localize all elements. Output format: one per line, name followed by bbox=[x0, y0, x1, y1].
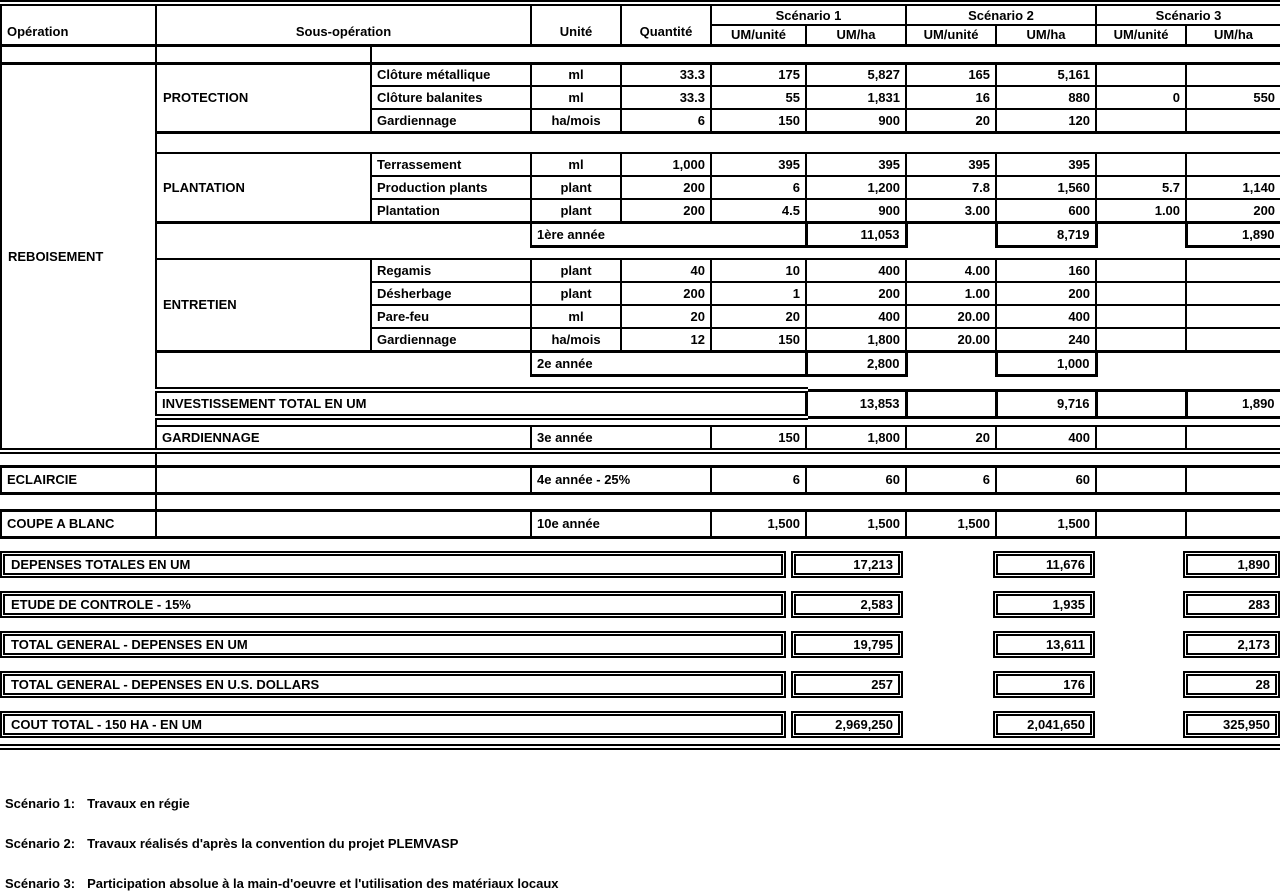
summary-section bbox=[0, 551, 1280, 750]
empty-cell bbox=[1186, 63, 1280, 86]
header-row-1 bbox=[1, 3, 1280, 25]
note-label: Scénario 3: bbox=[5, 875, 76, 891]
gap-row bbox=[1, 493, 1280, 510]
cell-item: Gardiennage bbox=[371, 328, 531, 351]
cell-s1-um-ha: 200 bbox=[806, 282, 906, 305]
cell-s1-um-ha: 1,500 bbox=[806, 510, 906, 537]
cell-item: Clôture métallique bbox=[371, 63, 531, 86]
cell-unite: ml bbox=[531, 153, 621, 176]
operation-reboisement: REBOISEMENT bbox=[1, 63, 156, 451]
note-scenario-3 bbox=[5, 876, 1280, 891]
subtotal-s2-um-ha: 8,719 bbox=[996, 222, 1096, 246]
cell-s1-um-unite: 150 bbox=[711, 426, 806, 451]
summary-value-s2: 1,935 bbox=[993, 591, 1095, 618]
summary-value-s2: 176 bbox=[993, 671, 1095, 698]
cell-s2-um-ha: 120 bbox=[996, 109, 1096, 132]
gardiennage-periode: 3e année bbox=[531, 426, 711, 451]
cell-s1-um-unite: 55 bbox=[711, 86, 806, 109]
summary-label: COUT TOTAL - 150 HA - EN UM bbox=[0, 711, 786, 738]
cell-item: Gardiennage bbox=[371, 109, 531, 132]
cell-s1-um-ha: 60 bbox=[806, 466, 906, 493]
cell-quantite: 200 bbox=[621, 199, 711, 222]
cell-s2-um-unite: 16 bbox=[906, 86, 996, 109]
cell-s1-um-unite: 6 bbox=[711, 176, 806, 199]
gap-row bbox=[1, 451, 1280, 466]
summary-value-s1: 2,583 bbox=[791, 591, 903, 618]
cell-s2-um-ha: 60 bbox=[996, 466, 1096, 493]
empty-cell bbox=[156, 466, 531, 493]
empty-cell bbox=[1186, 282, 1280, 305]
cell-quantite: 200 bbox=[621, 282, 711, 305]
col-header-quantite: Quantité bbox=[621, 3, 711, 45]
cell-quantite: 200 bbox=[621, 176, 711, 199]
col-header-unite: Unité bbox=[531, 3, 621, 45]
group-plantation: PLANTATION bbox=[156, 153, 371, 222]
row-terrassement bbox=[1, 153, 1280, 176]
cell-s2-um-unite: 7.8 bbox=[906, 176, 996, 199]
section-spacer bbox=[1, 417, 1280, 426]
summary-row-cout-total bbox=[0, 711, 1280, 738]
col-header-s2-um-unite: UM/unité bbox=[906, 25, 996, 45]
row-coupe-a-blanc bbox=[1, 510, 1280, 537]
note-text: Travaux réalisés d'après la convention du projet PLEMVASP bbox=[87, 835, 459, 851]
empty-cell bbox=[1096, 305, 1186, 328]
empty-cell bbox=[1186, 466, 1280, 493]
row-subtotal-2e-annee bbox=[1, 351, 1280, 375]
cell-quantite: 40 bbox=[621, 259, 711, 282]
note-scenario-2 bbox=[5, 836, 1280, 851]
cell-s2-um-unite: 1.00 bbox=[906, 282, 996, 305]
cell-s2-um-ha: 1,560 bbox=[996, 176, 1096, 199]
empty-cell bbox=[1096, 510, 1186, 537]
cell-s1-um-ha: 900 bbox=[806, 199, 906, 222]
cell-s1-um-unite: 20 bbox=[711, 305, 806, 328]
summary-label: ETUDE DE CONTROLE - 15% bbox=[0, 591, 786, 618]
empty-cell bbox=[1186, 259, 1280, 282]
col-header-s1-um-ha: UM/ha bbox=[806, 25, 906, 45]
cell-s1-um-unite: 395 bbox=[711, 153, 806, 176]
cell-quantite: 33.3 bbox=[621, 86, 711, 109]
row-regamis bbox=[1, 259, 1280, 282]
empty-cell bbox=[1096, 63, 1186, 86]
cell-s1-um-unite: 4.5 bbox=[711, 199, 806, 222]
group-entretien: ENTRETIEN bbox=[156, 259, 371, 351]
cell-unite: ml bbox=[531, 86, 621, 109]
cell-item: Plantation bbox=[371, 199, 531, 222]
investissement-s1-um-ha: 13,853 bbox=[806, 390, 906, 417]
cell-s1-um-unite: 150 bbox=[711, 328, 806, 351]
cell-unite: ml bbox=[531, 63, 621, 86]
row-subtotal-1ere-annee bbox=[1, 222, 1280, 246]
gardiennage-label: GARDIENNAGE bbox=[156, 426, 531, 451]
cell-s2-um-unite: 165 bbox=[906, 63, 996, 86]
summary-value-s3: 325,950 bbox=[1183, 711, 1280, 738]
cell-s1-um-ha: 900 bbox=[806, 109, 906, 132]
subtotal-s1-um-ha: 11,053 bbox=[806, 222, 906, 246]
cell-item: Clôture balanites bbox=[371, 86, 531, 109]
cell-s2-um-unite: 20 bbox=[906, 109, 996, 132]
coupe-periode: 10e année bbox=[531, 510, 711, 537]
col-header-s2-um-ha: UM/ha bbox=[996, 25, 1096, 45]
col-header-sous-operation: Sous-opération bbox=[156, 3, 531, 45]
summary-value-s1: 257 bbox=[791, 671, 903, 698]
summary-value-s1: 2,969,250 bbox=[791, 711, 903, 738]
cell-s1-um-ha: 395 bbox=[806, 153, 906, 176]
eclaircie-periode: 4e année - 25% bbox=[531, 466, 711, 493]
cell-s2-um-unite: 6 bbox=[906, 466, 996, 493]
subtotal-label: 1ère année bbox=[531, 222, 806, 246]
operation-coupe-a-blanc: COUPE A BLANC bbox=[1, 510, 156, 537]
note-text: Travaux en régie bbox=[87, 795, 190, 811]
empty-cell bbox=[1096, 259, 1186, 282]
cell-s3-um-ha: 550 bbox=[1186, 86, 1280, 109]
footnotes bbox=[0, 796, 1280, 891]
cell-item: Terrassement bbox=[371, 153, 531, 176]
cell-s2-um-unite: 20.00 bbox=[906, 328, 996, 351]
empty-cell bbox=[1096, 426, 1186, 451]
section-spacer bbox=[1, 246, 1280, 259]
summary-value-s2: 2,041,650 bbox=[993, 711, 1095, 738]
empty-cell bbox=[1186, 109, 1280, 132]
cell-s2-um-ha: 1,500 bbox=[996, 510, 1096, 537]
cell-quantite: 33.3 bbox=[621, 63, 711, 86]
operation-eclaircie: ECLAIRCIE bbox=[1, 466, 156, 493]
cell-s1-um-ha: 1,831 bbox=[806, 86, 906, 109]
note-label: Scénario 1: bbox=[5, 795, 76, 811]
empty-cell bbox=[1186, 510, 1280, 537]
empty-cell bbox=[1096, 328, 1186, 351]
cell-s3-um-unite: 0 bbox=[1096, 86, 1186, 109]
bottom-rule bbox=[0, 744, 1280, 750]
empty-cell bbox=[1096, 390, 1186, 417]
cell-s2-um-unite: 20.00 bbox=[906, 305, 996, 328]
empty-cell bbox=[1186, 426, 1280, 451]
summary-value-s1: 19,795 bbox=[791, 631, 903, 658]
cell-s1-um-ha: 400 bbox=[806, 259, 906, 282]
col-header-s3-um-unite: UM/unité bbox=[1096, 25, 1186, 45]
cell-quantite: 6 bbox=[621, 109, 711, 132]
cell-item: Production plants bbox=[371, 176, 531, 199]
summary-label: TOTAL GENERAL - DEPENSES EN U.S. DOLLARS bbox=[0, 671, 786, 698]
cell-s2-um-ha: 5,161 bbox=[996, 63, 1096, 86]
cell-s2-um-ha: 600 bbox=[996, 199, 1096, 222]
cell-s2-um-unite: 395 bbox=[906, 153, 996, 176]
cell-s2-um-ha: 240 bbox=[996, 328, 1096, 351]
cell-quantite: 1,000 bbox=[621, 153, 711, 176]
cell-s1-um-unite: 6 bbox=[711, 466, 806, 493]
investissement-s3-um-ha: 1,890 bbox=[1186, 390, 1280, 417]
cell-s1-um-ha: 1,200 bbox=[806, 176, 906, 199]
summary-row-total-general-usd bbox=[0, 671, 1280, 698]
cell-s2-um-ha: 880 bbox=[996, 86, 1096, 109]
note-text: Participation absolue à la main-d'oeuvre et l'utilisation des matériaux locaux bbox=[87, 875, 559, 891]
summary-row-etude-controle bbox=[0, 591, 1280, 618]
subtotal-s1-um-ha: 2,800 bbox=[806, 351, 906, 375]
summary-label: TOTAL GENERAL - DEPENSES EN UM bbox=[0, 631, 786, 658]
cell-s1-um-ha: 400 bbox=[806, 305, 906, 328]
empty-cell bbox=[1096, 282, 1186, 305]
empty-cell bbox=[1096, 153, 1186, 176]
cell-unite: ha/mois bbox=[531, 109, 621, 132]
subtotal-s2-um-ha: 1,000 bbox=[996, 351, 1096, 375]
summary-value-s2: 11,676 bbox=[993, 551, 1095, 578]
cell-item: Pare-feu bbox=[371, 305, 531, 328]
subtotal-s3-um-ha: 1,890 bbox=[1186, 222, 1280, 246]
group-protection: PROTECTION bbox=[156, 63, 371, 132]
empty-cell bbox=[906, 390, 996, 417]
header-spacer-row bbox=[1, 45, 1280, 63]
cell-s2-um-ha: 400 bbox=[996, 426, 1096, 451]
cell-unite: plant bbox=[531, 199, 621, 222]
cell-s2-um-ha: 395 bbox=[996, 153, 1096, 176]
empty-cell bbox=[156, 510, 531, 537]
summary-label: DEPENSES TOTALES EN UM bbox=[0, 551, 786, 578]
note-label: Scénario 2: bbox=[5, 835, 76, 851]
col-header-scenario-3: Scénario 3 bbox=[1096, 3, 1280, 25]
cell-item: Désherbage bbox=[371, 282, 531, 305]
cell-s2-um-ha: 200 bbox=[996, 282, 1096, 305]
section-spacer bbox=[1, 132, 1280, 153]
cell-s2-um-ha: 400 bbox=[996, 305, 1096, 328]
row-gardiennage-3e-annee bbox=[1, 426, 1280, 451]
cell-unite: ml bbox=[531, 305, 621, 328]
row-eclaircie bbox=[1, 466, 1280, 493]
empty-cell bbox=[1096, 109, 1186, 132]
cell-item: Regamis bbox=[371, 259, 531, 282]
row-cloture-metallique bbox=[1, 63, 1280, 86]
cell-s3-um-unite: 5.7 bbox=[1096, 176, 1186, 199]
col-header-operation: Opération bbox=[1, 3, 156, 45]
cell-unite: plant bbox=[531, 259, 621, 282]
cell-unite: ha/mois bbox=[531, 328, 621, 351]
summary-value-s2: 13,611 bbox=[993, 631, 1095, 658]
cell-s2-um-ha: 160 bbox=[996, 259, 1096, 282]
summary-row-total-general-um bbox=[0, 631, 1280, 658]
col-header-scenario-1: Scénario 1 bbox=[711, 3, 906, 25]
investissement-s2-um-ha: 9,716 bbox=[996, 390, 1096, 417]
row-investissement-total bbox=[1, 390, 1280, 417]
cell-s1-um-ha: 5,827 bbox=[806, 63, 906, 86]
empty-cell bbox=[1186, 305, 1280, 328]
cell-s1-um-unite: 150 bbox=[711, 109, 806, 132]
cell-unite: plant bbox=[531, 176, 621, 199]
empty-cell bbox=[1186, 153, 1280, 176]
cell-unite: plant bbox=[531, 282, 621, 305]
cell-s3-um-unite: 1.00 bbox=[1096, 199, 1186, 222]
summary-value-s3: 283 bbox=[1183, 591, 1280, 618]
cell-s2-um-unite: 3.00 bbox=[906, 199, 996, 222]
cell-s1-um-unite: 10 bbox=[711, 259, 806, 282]
cell-quantite: 20 bbox=[621, 305, 711, 328]
section-spacer bbox=[1, 375, 1280, 390]
summary-value-s3: 28 bbox=[1183, 671, 1280, 698]
cell-s3-um-ha: 1,140 bbox=[1186, 176, 1280, 199]
summary-value-s3: 1,890 bbox=[1183, 551, 1280, 578]
cell-s1-um-ha: 1,800 bbox=[806, 328, 906, 351]
summary-row-depenses-totales bbox=[0, 551, 1280, 578]
summary-value-s1: 17,213 bbox=[791, 551, 903, 578]
empty-cell bbox=[1186, 328, 1280, 351]
cell-s1-um-unite: 1 bbox=[711, 282, 806, 305]
summary-value-s3: 2,173 bbox=[1183, 631, 1280, 658]
note-scenario-1 bbox=[5, 796, 1280, 811]
col-header-s1-um-unite: UM/unité bbox=[711, 25, 806, 45]
cell-s1-um-unite: 1,500 bbox=[711, 510, 806, 537]
cell-s1-um-ha: 1,800 bbox=[806, 426, 906, 451]
col-header-s3-um-ha: UM/ha bbox=[1186, 25, 1280, 45]
cell-s1-um-unite: 175 bbox=[711, 63, 806, 86]
empty-cell bbox=[1096, 466, 1186, 493]
cell-s2-um-unite: 1,500 bbox=[906, 510, 996, 537]
subtotal-label: 2e année bbox=[531, 351, 806, 375]
col-header-scenario-2: Scénario 2 bbox=[906, 3, 1096, 25]
cell-s3-um-ha: 200 bbox=[1186, 199, 1280, 222]
cell-quantite: 12 bbox=[621, 328, 711, 351]
investissement-total-label: INVESTISSEMENT TOTAL EN UM bbox=[156, 390, 806, 417]
cell-s2-um-unite: 20 bbox=[906, 426, 996, 451]
cell-s2-um-unite: 4.00 bbox=[906, 259, 996, 282]
